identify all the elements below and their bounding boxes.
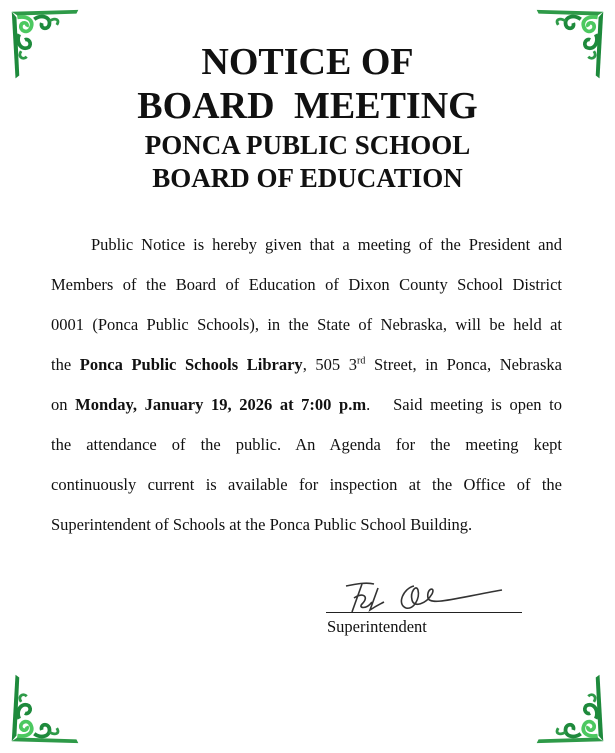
body-line xyxy=(51,354,562,394)
title-line-2: BOARD MEETING xyxy=(137,85,478,127)
text: Street, in Ponca, Nebraska xyxy=(365,355,562,374)
corner-ornament-icon xyxy=(532,670,607,745)
body-line: continuously current is available for inspection at the Office of the xyxy=(51,475,562,494)
body-line xyxy=(51,394,562,434)
subtitle-line-2: BOARD OF EDUCATION xyxy=(152,163,463,193)
ordinal-suffix: rd xyxy=(357,355,366,367)
subtitle-line-1: PONCA PUBLIC SCHOOL xyxy=(144,130,471,160)
text: on xyxy=(51,395,76,414)
text: the xyxy=(51,355,80,374)
notice-body xyxy=(51,234,562,554)
body-line: Members of the Board of Education of Dixon County School District xyxy=(51,275,562,294)
title-line-1: NOTICE OF xyxy=(201,41,414,83)
signature-label: Superintendent xyxy=(327,617,427,636)
corner-ornament-icon xyxy=(8,670,83,745)
body-line: Superintendent of Schools at the Ponca Public School Building. xyxy=(51,515,473,534)
meeting-datetime: Monday, January 19, 2026 at 7:00 p.m xyxy=(75,395,367,414)
body-line: Public Notice is hereby given that a meeting of the President and xyxy=(91,235,562,254)
body-line: 0001 (Ponca Public Schools), in the State of Nebraska, will be held at xyxy=(51,315,562,334)
signature-line xyxy=(326,612,522,613)
meeting-location: Ponca Public Schools Library xyxy=(79,355,303,374)
text: , 505 3 xyxy=(302,355,358,374)
text: . Said meeting is open to xyxy=(366,395,562,414)
body-line: the attendance of the public. An Agenda for the meeting kept xyxy=(51,435,562,454)
